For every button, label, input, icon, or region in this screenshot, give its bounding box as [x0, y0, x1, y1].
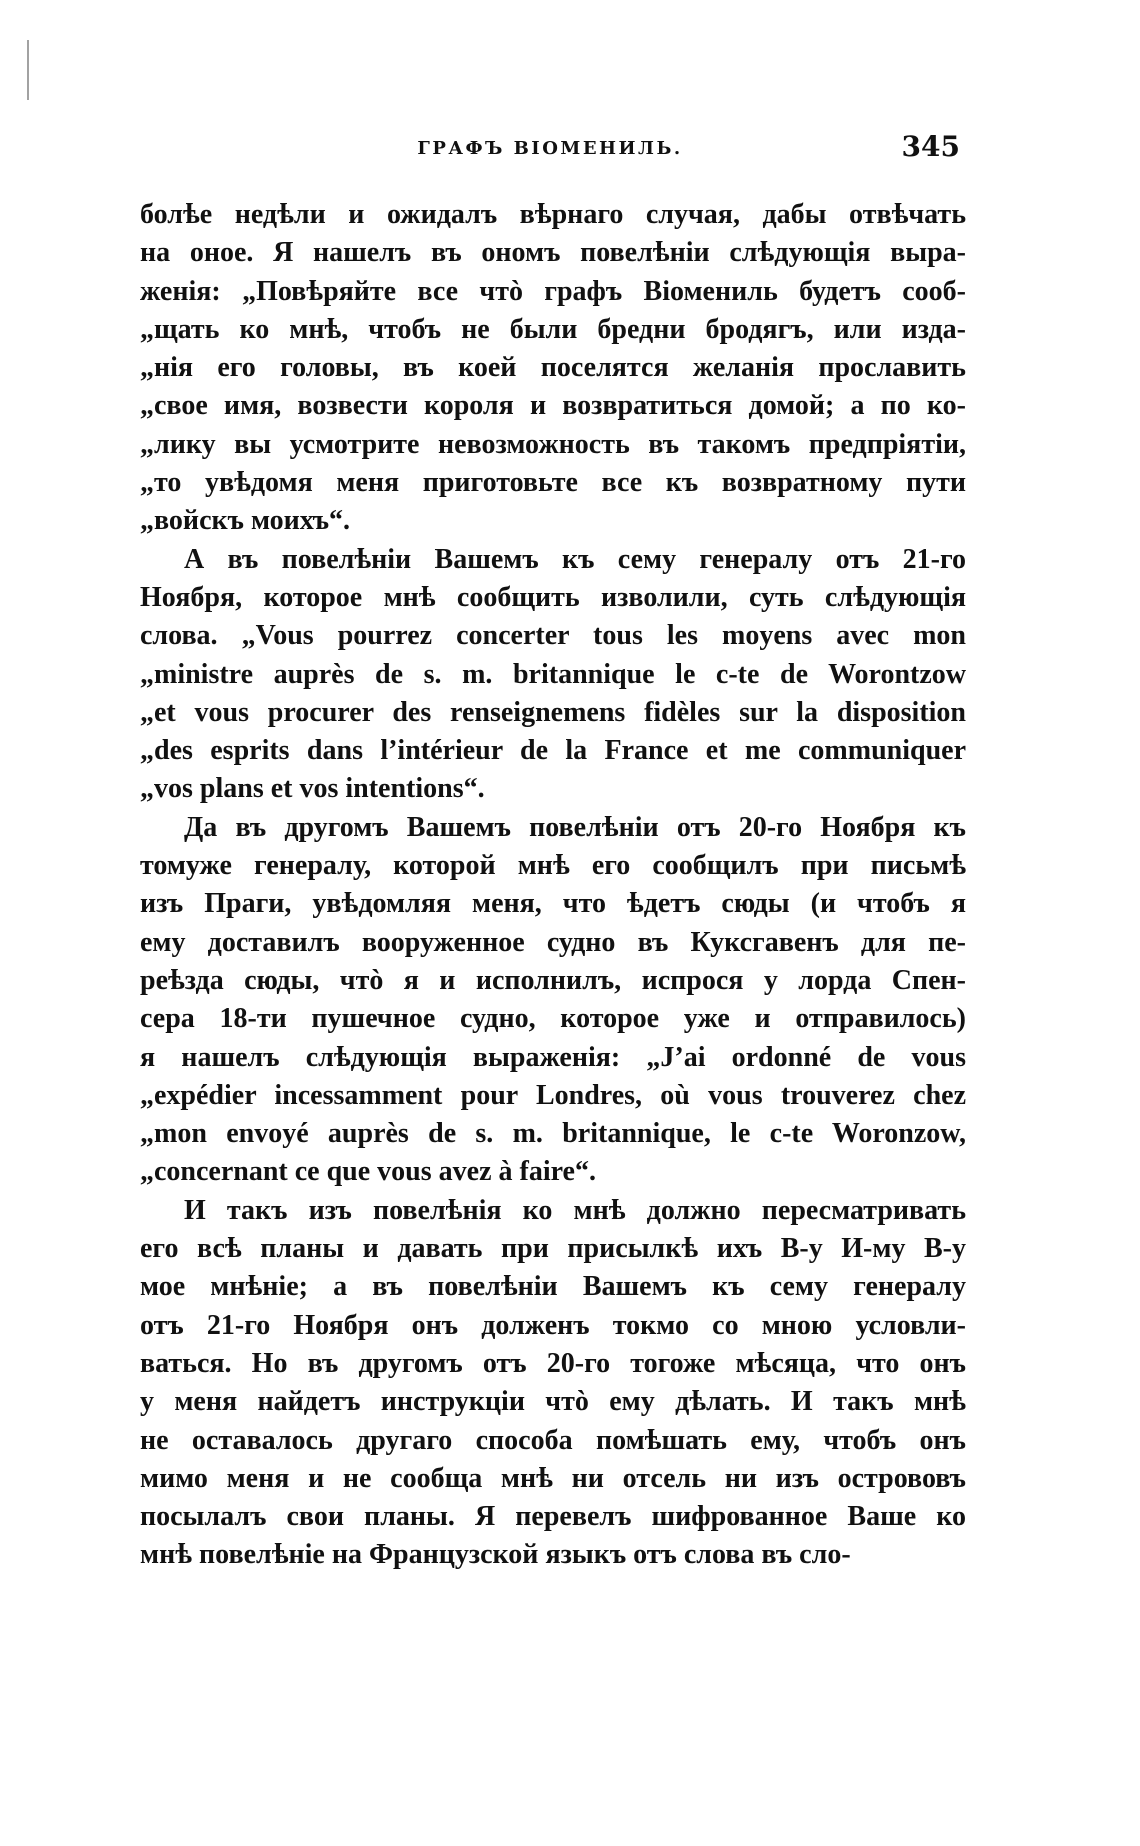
text-line: „vos plans et vos intentions“.: [140, 773, 485, 805]
text-line: „войскъ моихъ“.: [140, 505, 351, 537]
text-line: „ministre auprès de s. m. britannique le c-te de Worontzow: [140, 658, 966, 690]
text-line: на оное. Я нашелъ въ ономъ повелѣніи слѣдующія выра-: [140, 237, 966, 269]
text-line: его всѣ планы и давать при присылкѣ ихъ В-у И-му В-у: [140, 1233, 966, 1265]
text-line: не оставалось другаго способа помѣшать ему, чтобъ онъ: [140, 1424, 966, 1456]
text-line: изъ Праги, увѣдомляя меня, что ѣдетъ сюды (и чтобъ я: [140, 888, 966, 920]
text-line: мое мнѣніе; а въ повелѣніи Вашемъ къ сему генералу: [140, 1271, 966, 1303]
text-line: мнѣ повелѣніе на Французской языкъ отъ слова въ сло-: [140, 1539, 851, 1571]
text-line: я нашелъ слѣдующія выраженія: „J’ai ordonné de vous: [140, 1041, 966, 1073]
text-line: слова. „Vous pourrez concerter tous les moyens avec mon: [140, 620, 966, 652]
running-title: ГРАФЪ ВІОМЕНИЛЬ.: [417, 138, 683, 159]
page-header: [140, 130, 960, 170]
text-line: „щать ко мнѣ, чтобъ не были бредни бродягъ, или изда-: [140, 313, 966, 345]
text-line: „то увѣдомя меня приготовьте все къ возвратному пути: [140, 467, 966, 499]
paragraph: [140, 196, 966, 541]
text-line: мимо меня и не сообща мнѣ ни отсель ни изъ острововъ: [140, 1462, 966, 1494]
text-line: „свое имя, возвести короля и возвратиться домой; а по ко-: [140, 390, 966, 422]
paragraph: [140, 541, 966, 809]
text-line: „лику вы усмотрите невозможность въ такомъ предпріятіи,: [140, 428, 966, 460]
text-line: ваться. Но въ другомъ отъ 20-го тогоже мѣсяца, что онъ: [140, 1347, 966, 1379]
text-line: реѣзда сюды, чтò я и исполнилъ, испрося у лорда Спен-: [140, 964, 966, 996]
text-line: „mon envoyé auprès de s. m. britannique, le c-te Woronzow,: [140, 1118, 966, 1150]
text-line: „нія его головы, въ коей поселятся желанія прославить: [140, 352, 966, 384]
text-line: А въ повелѣніи Вашемъ къ сему генералу отъ 21-го: [184, 543, 966, 575]
text-line: „expédier incessamment pour Londres, où vous trouverez chez: [140, 1079, 966, 1111]
text-line: „et vous procurer des renseignemens fidèles sur la disposition: [140, 696, 966, 728]
scan-margin-line: [27, 40, 29, 100]
text-line: ему доставилъ вооруженное судно въ Куксгавенъ для пе-: [140, 926, 966, 958]
text-line: Ноября, которое мнѣ сообщить изволили, суть слѣдующія: [140, 581, 966, 613]
text-line: отъ 21-го Ноября онъ долженъ токмо со мною условли-: [140, 1309, 966, 1341]
text-line: И такъ изъ повелѣнія ко мнѣ должно пересматривать: [184, 1194, 966, 1226]
body-text: [140, 196, 966, 1575]
paragraph: [140, 1192, 966, 1575]
text-line: „concernant ce que vous avez à faire“.: [140, 1156, 596, 1188]
text-line: болѣе недѣли и ожидалъ вѣрнаго случая, дабы отвѣчать: [140, 199, 966, 230]
text-line: у меня найдетъ инструкціи чтò ему дѣлать. И такъ мнѣ: [140, 1386, 966, 1418]
text-line: сера 18-ти пушечное судно, которое уже и отправилось): [140, 1003, 966, 1035]
text-line: Да въ другомъ Вашемъ повелѣніи отъ 20-го Ноября къ: [184, 811, 966, 843]
text-line: „des esprits dans l’intérieur de la France et me communiquer: [140, 735, 966, 767]
text-line: томуже генералу, которой мнѣ его сообщилъ при письмѣ: [140, 850, 966, 882]
text-line: женія: „Повѣряйте все чтò графъ Віомениль будетъ сооб-: [140, 275, 966, 307]
paragraph: [140, 809, 966, 1192]
page-number: 345: [901, 130, 960, 163]
text-line: посылалъ свои планы. Я перевелъ шифрованное Ваше ко: [140, 1501, 966, 1533]
